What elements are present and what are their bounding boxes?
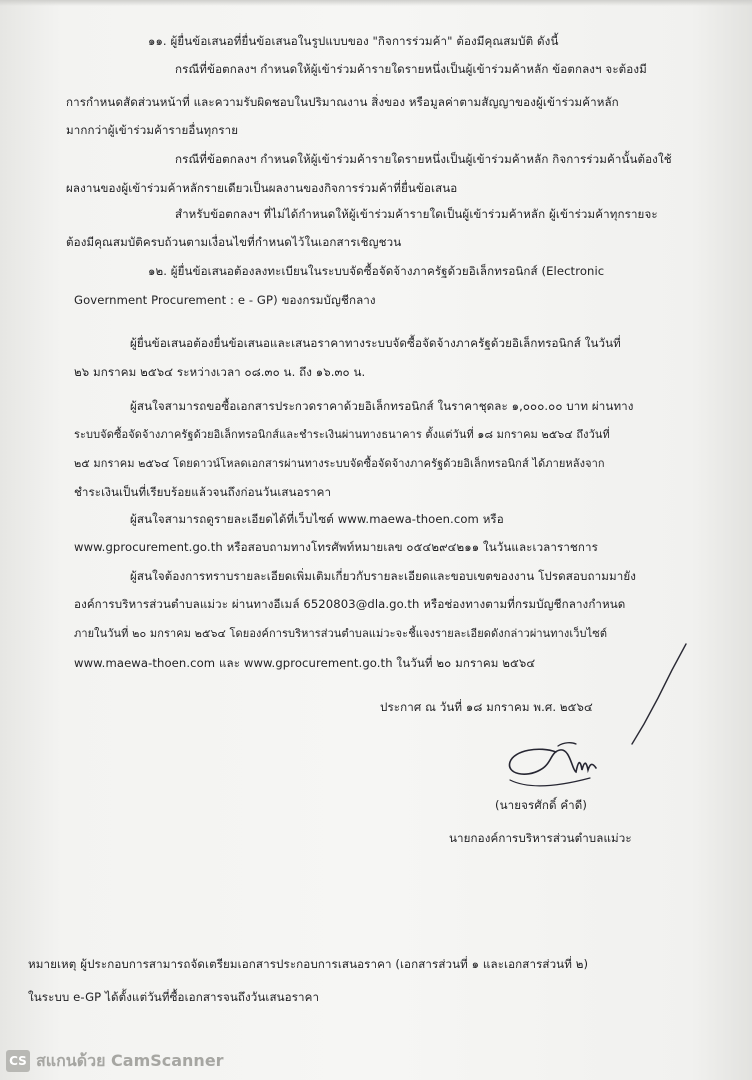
note-line: ในระบบ e-GP ได้ตั้งแต่วันที่ซื้อเอกสารจนถึงวันเสนอราคา: [28, 990, 320, 1004]
text-line: ผู้สนใจสามารถขอซื้อเอกสารประกวดราคาด้วยอิเล็กทรอนิกส์ ในราคาชุดละ ๑,๐๐๐.๐๐ บาท ผ่านทาง: [130, 399, 634, 413]
announcement-date: ประกาศ ณ วันที่ ๑๘ มกราคม พ.ศ. ๒๕๖๔: [380, 700, 593, 714]
text-line: องค์การบริหารส่วนตำบลแม่วะ ผ่านทางอีเมล์ 6520803@dla.go.th หรือช่องทางตามที่กรมบัญชีกลางกำหนด: [74, 597, 626, 611]
text-line: ผู้สนใจต้องการทราบรายละเอียดเพิ่มเติมเกี่ยวกับรายละเอียดและขอบเขตของงาน โปรดสอบถามมายัง: [130, 569, 636, 583]
text-line: การกำหนดสัดส่วนหน้าที่ และความรับผิดชอบในปริมาณงาน สิ่งของ หรือมูลค่าตามสัญญาของผู้เข้าร่วมค้าหลัก: [66, 95, 619, 109]
camscanner-text: สแกนด้วย CamScanner: [36, 1050, 224, 1070]
text-line: ระบบจัดซื้อจัดจ้างภาครัฐด้วยอิเล็กทรอนิกส์และชำระเงินผ่านทางธนาคาร ตั้งแต่วันที่ ๑๘ มกราคม ๒๕๖๔ ถึงวันที่: [74, 428, 610, 441]
text-line: ผลงานของผู้เข้าร่วมค้าหลักรายเดียวเป็นผลงานของกิจการร่วมค้าที่ยื่นข้อเสนอ: [66, 181, 458, 195]
camscanner-watermark: [0, 1046, 266, 1076]
text-line: ๒๕ มกราคม ๒๕๖๔ โดยดาวน์โหลดเอกสารผ่านทางระบบจัดซื้อจัดจ้างภาครัฐด้วยอิเล็กทรอนิกส์ ได้ภายหลังจาก: [74, 457, 605, 470]
signer-name: (นายจรศักดิ์ คำดี): [495, 798, 587, 812]
signer-title: นายกองค์การบริหารส่วนตำบลแม่วะ: [449, 831, 632, 845]
camscanner-logo-icon: CS: [6, 1050, 30, 1072]
text-line: มากกว่าผู้เข้าร่วมค้ารายอื่นทุกราย: [66, 123, 239, 137]
text-line: ภายในวันที่ ๒๐ มกราคม ๒๕๖๔ โดยองค์การบริหารส่วนตำบลแม่วะจะชี้แจงรายละเอียดดังกล่าวผ่านทางเว็บไซต์: [74, 627, 608, 640]
text-line: กรณีที่ข้อตกลงฯ กำหนดให้ผู้เข้าร่วมค้ารายใดรายหนึ่งเป็นผู้เข้าร่วมค้าหลัก กิจการร่วมค้านั้นต้องใช้: [175, 152, 672, 166]
text-line: ผู้สนใจสามารถดูรายละเอียดได้ที่เว็บไซต์ www.maewa-thoen.com หรือ: [130, 512, 504, 526]
text-line: ผู้ยื่นข้อเสนอต้องยื่นข้อเสนอและเสนอราคาทางระบบจัดซื้อจัดจ้างภาครัฐด้วยอิเล็กทรอนิกส์ ในวันที่: [130, 336, 621, 350]
clause-11-heading: ๑๑. ผู้ยื่นข้อเสนอที่ยื่นข้อเสนอในรูปแบบของ "กิจการร่วมค้า" ต้องมีคุณสมบัติ ดังนี้: [148, 34, 559, 48]
clause-12-heading: ๑๒. ผู้ยื่นข้อเสนอต้องลงทะเบียนในระบบจัดซื้อจัดจ้างภาครัฐด้วยอิเล็กทรอนิกส์ (Electronic: [148, 264, 605, 278]
text-line: www.maewa-thoen.com และ www.gprocurement.go.th ในวันที่ ๒๐ มกราคม ๒๕๖๔: [74, 656, 536, 670]
text-line: ต้องมีคุณสมบัติครบถ้วนตามเงื่อนไขที่กำหนดไว้ในเอกสารเชิญชวน: [66, 235, 402, 249]
text-line: Government Procurement : e - GP) ของกรมบัญชีกลาง: [74, 293, 376, 307]
note-line: หมายเหตุ ผู้ประกอบการสามารถจัดเตรียมเอกสารประกอบการเสนอราคา (เอกสารส่วนที่ ๑ และเอกสารส่วนที่ ๒): [28, 957, 589, 971]
text-line: ๒๖ มกราคม ๒๕๖๔ ระหว่างเวลา ๐๘.๓๐ น. ถึง ๑๖.๓๐ น.: [74, 365, 366, 379]
signature-stroke: [612, 640, 692, 750]
text-line: กรณีที่ข้อตกลงฯ กำหนดให้ผู้เข้าร่วมค้ารายใดรายหนึ่งเป็นผู้เข้าร่วมค้าหลัก ข้อตกลงฯ จะต้องมี: [175, 62, 647, 76]
text-line: www.gprocurement.go.th หรือสอบถามทางโทรศัพท์หมายเลข ๐๕๔๒๙๔๒๑๑ ในวันและเวลาราชการ: [74, 540, 598, 554]
signature-image: [500, 740, 610, 800]
text-line: ชำระเงินเป็นที่เรียบร้อยแล้วจนถึงก่อนวันเสนอราคา: [74, 485, 332, 499]
text-line: สำหรับข้อตกลงฯ ที่ไม่ได้กำหนดให้ผู้เข้าร่วมค้ารายใดเป็นผู้เข้าร่วมค้าหลัก ผู้เข้าร่วมค้าทุกรายจะ: [175, 207, 658, 221]
